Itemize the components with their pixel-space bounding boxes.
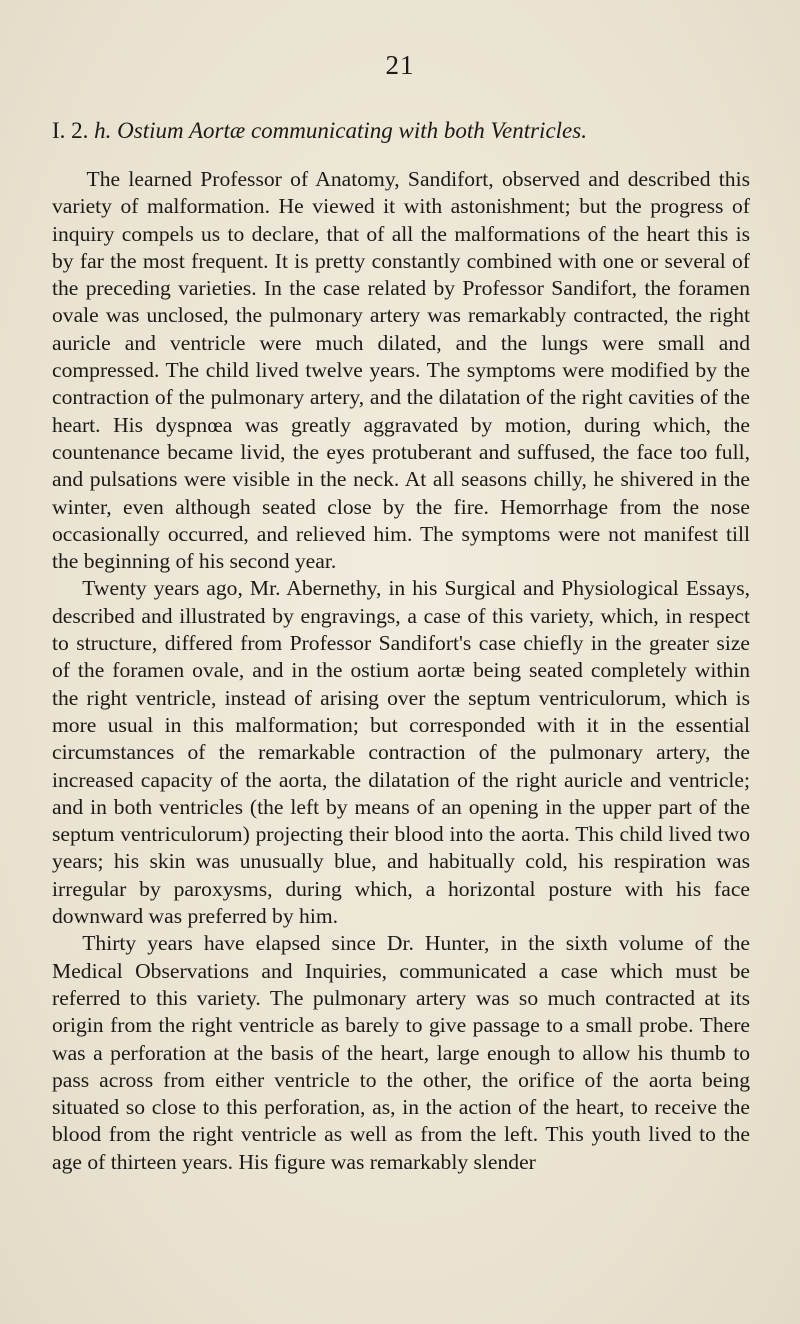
- section-heading: [52, 118, 587, 144]
- heading-section-number: 2.: [71, 118, 89, 143]
- paragraph-sandifort: The learned Professor of Anatomy, Sandifort, observed and described this variety of malformation. He viewed it with astonishment; but the progress of inquiry compels us to declare, that of all the malformations of the heart this is by far the most frequent. It is pretty constantly combined with one or several of the preceding varieties. In the case related by Professor Sandifort, the foramen ovale was unclosed, the pulmonary artery was remarkably contracted, the right auricle and ventricle were much dilated, and the lungs were small and compressed. The child lived twelve years. The symptoms were modified by the contraction of the pulmonary artery, and the dilatation of the right cavities of the heart. His dyspnœa was greatly aggravated by motion, during which, the countenance became livid, the eyes protuberant and suffused, the face too full, and pulsations were visible in the neck. At all seasons chilly, he shivered in the winter, even although seated close by the fire. Hemorrhage from the nose occasionally occurred, and relieved him. The symptoms were not manifest till the beginning of his second year.: [52, 167, 750, 574]
- heading-letter: h.: [94, 118, 112, 143]
- page-number: 21: [385, 50, 415, 80]
- heading-title: Ostium Aortæ communicating with both Ventricles.: [117, 118, 587, 143]
- paragraph-abernethy: Twenty years ago, Mr. Abernethy, in his Surgical and Physiological Essays, described and illustrated by engravings, a case of this variety, which, in respect to structure, differed from Professor Sandifort's case chiefly in the greater size of the foramen ovale, and in the ostium aortæ being seated completely within the right ventricle, instead of arising over the septum ventriculorum, which is more usual in this malformation; but corresponded with it in the essential circumstances of the remarkable contraction of the pulmonary artery, the increased capacity of the aorta, the dilatation of the right auricle and ventricle; and in both ventricles (the left by means of an opening in the upper part of the septum ventriculorum) projecting their blood into the aorta. This child lived two years; his skin was unusually blue, and habitually cold, his respiration was irregular by paroxysms, during which, a horizontal posture with his face downward was preferred by him.: [52, 576, 750, 929]
- paragraph-hunter: Thirty years have elapsed since Dr. Hunter, in the sixth volume of the Medical Observations and Inquiries, communicated a case which must be referred to this variety. The pulmonary artery was so much contracted at its origin from the right ventricle as barely to give passage to a small probe. There was a perforation at the basis of the heart, large enough to allow his thumb to pass across from either ventricle to the other, the orifice of the aorta being situated so close to this perforation, as, in the action of the heart, to receive the blood from the right ventricle as well as from the left. This youth lived to the age of thirteen years. His figure was remarkably slender: [52, 931, 750, 1174]
- body-text: [52, 166, 750, 1176]
- heading-roman-numeral: I.: [52, 118, 66, 143]
